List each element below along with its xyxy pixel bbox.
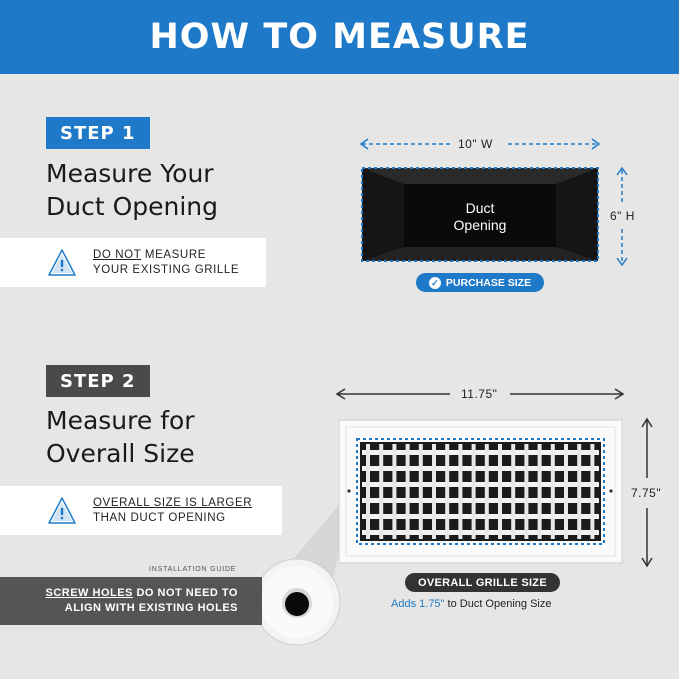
step1-heading-line2: Duct Opening [46, 192, 219, 221]
installation-guide-label: INSTALLATION GUIDE [149, 566, 237, 573]
adds-suffix: to Duct Opening Size [447, 598, 552, 610]
adds-value: 1.75" [419, 598, 445, 610]
purchase-size-badge [416, 273, 544, 292]
duct-width-label: 10" W [458, 137, 493, 151]
purchase-size-label: PURCHASE SIZE [445, 276, 532, 289]
step2-note-line2: THAN DUCT OPENING [93, 511, 226, 524]
screw-hole-magnifier-icon [254, 559, 340, 645]
step1-note-line2: YOUR EXISTING GRILLE [93, 263, 240, 276]
duct-height-label: 6" H [610, 209, 635, 223]
duct-label-line2: Opening [453, 217, 507, 233]
screw-holes-note [0, 577, 262, 625]
step2-badge: STEP 2 [46, 365, 150, 397]
duct-opening-label [404, 200, 556, 234]
step1-note-text: MEASURE [141, 248, 206, 261]
step1-badge: STEP 1 [46, 117, 150, 149]
step1-heading-line1: Measure Your [46, 159, 214, 188]
step2-note-line1: OVERALL SIZE IS LARGER [93, 496, 253, 509]
grille-height-label: 7.75" [631, 486, 662, 500]
step2-heading-line1: Measure for [46, 406, 195, 435]
screw-holes-text: DO NOT NEED TO [132, 587, 238, 599]
adds-prefix: Adds [391, 598, 417, 610]
check-circle-icon: ✓ [429, 277, 441, 289]
step2-heading-line2: Overall Size [46, 439, 195, 468]
grille-width-label: 11.75" [461, 387, 498, 401]
step1-note-emphasis: DO NOT [93, 248, 142, 261]
grille-illustration [339, 420, 622, 563]
screw-holes-line2: ALIGN WITH EXISTING HOLES [64, 602, 238, 614]
screw-holes-emphasis: SCREW HOLES [45, 587, 133, 599]
adds-note [391, 598, 551, 610]
duct-label-line1: Duct [465, 200, 495, 216]
page-title: HOW TO MEASURE [149, 17, 530, 57]
overall-grille-size-badge: OVERALL GRILLE SIZE [405, 573, 560, 592]
